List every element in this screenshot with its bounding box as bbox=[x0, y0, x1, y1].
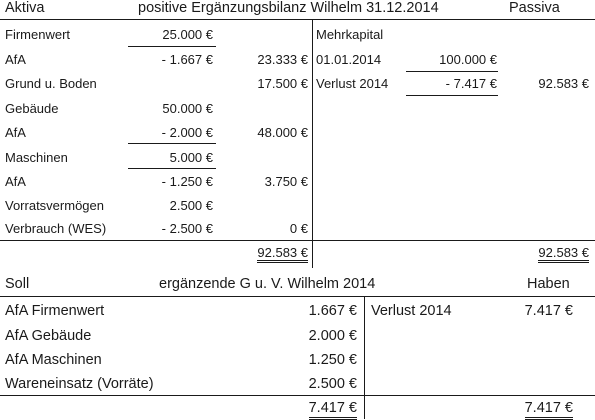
guv-haben-label: Verlust 2014 bbox=[371, 303, 452, 319]
bilanz-total-passiva: 92.583 € bbox=[538, 246, 589, 263]
aktiva-subtotal: 0 € bbox=[289, 221, 308, 236]
passiva-row-amount: 100.000 € bbox=[439, 52, 497, 67]
bilanz-header-aktiva: Aktiva bbox=[5, 0, 45, 16]
guv-soll-amount: 1.250 € bbox=[308, 352, 357, 368]
guv-title: ergänzende G u. V. Wilhelm 2014 bbox=[159, 276, 376, 292]
aktiva-label: Verbrauch (WES) bbox=[5, 221, 107, 236]
bilanz-sum-rule bbox=[0, 240, 595, 241]
aktiva-underline bbox=[128, 143, 216, 144]
passiva-underline bbox=[406, 71, 498, 72]
aktiva-amount: - 2.500 € bbox=[161, 221, 213, 236]
aktiva-underline bbox=[128, 168, 216, 169]
aktiva-label: AfA bbox=[5, 52, 26, 67]
aktiva-subtotal: 17.500 € bbox=[257, 76, 308, 91]
passiva-row-total: 92.583 € bbox=[538, 76, 589, 91]
aktiva-amount: 5.000 € bbox=[169, 150, 213, 165]
passiva-row-label: 01.01.2014 bbox=[316, 52, 382, 67]
aktiva-label: AfA bbox=[5, 174, 26, 189]
aktiva-amount: - 1.250 € bbox=[161, 174, 213, 189]
bilanz-title: positive Ergänzungsbilanz Wilhelm 31.12.2014 bbox=[138, 0, 439, 16]
guv-center-rule bbox=[364, 296, 365, 419]
aktiva-amount: - 1.667 € bbox=[161, 52, 213, 67]
guv-soll-label: AfA Gebäude bbox=[5, 328, 92, 344]
aktiva-underline bbox=[128, 46, 216, 47]
guv-soll-label: AfA Firmenwert bbox=[5, 303, 105, 319]
bilanz-header-rule bbox=[0, 19, 595, 20]
aktiva-label: Vorratsvermögen bbox=[5, 198, 104, 213]
aktiva-label: Firmenwert bbox=[5, 27, 71, 42]
bilanz-center-rule bbox=[312, 19, 313, 268]
aktiva-label: Gebäude bbox=[5, 101, 59, 116]
aktiva-amount: 50.000 € bbox=[162, 101, 213, 116]
aktiva-label: Maschinen bbox=[5, 150, 68, 165]
aktiva-subtotal: 48.000 € bbox=[257, 125, 308, 140]
passiva-row-amount: - 7.417 € bbox=[445, 76, 497, 91]
guv-sum-rule bbox=[0, 395, 595, 396]
guv-header-soll: Soll bbox=[5, 276, 30, 292]
aktiva-amount: 2.500 € bbox=[169, 198, 213, 213]
guv-soll-amount: 2.500 € bbox=[308, 376, 357, 392]
aktiva-amount: 25.000 € bbox=[162, 27, 213, 42]
guv-header-haben: Haben bbox=[527, 276, 570, 292]
aktiva-subtotal: 23.333 € bbox=[257, 52, 308, 67]
aktiva-label: AfA bbox=[5, 125, 26, 140]
guv-haben-amount: 7.417 € bbox=[524, 303, 573, 319]
guv-soll-label: Wareneinsatz (Vorräte) bbox=[5, 376, 154, 392]
bilanz-total-aktiva: 92.583 € bbox=[257, 246, 308, 263]
guv-total-soll: 7.417 € bbox=[309, 401, 357, 420]
aktiva-subtotal: 3.750 € bbox=[264, 174, 308, 189]
guv-header-rule bbox=[0, 296, 595, 297]
guv-soll-amount: 2.000 € bbox=[308, 328, 357, 344]
aktiva-amount: - 2.000 € bbox=[161, 125, 213, 140]
bilanz-header-passiva: Passiva bbox=[509, 0, 560, 16]
guv-soll-amount: 1.667 € bbox=[308, 303, 357, 319]
passiva-row-label: Verlust 2014 bbox=[316, 76, 389, 91]
passiva-underline bbox=[406, 95, 498, 96]
guv-total-haben: 7.417 € bbox=[525, 401, 573, 420]
guv-soll-label: AfA Maschinen bbox=[5, 352, 102, 368]
aktiva-label: Grund u. Boden bbox=[5, 76, 97, 91]
passiva-label: Mehrkapital bbox=[316, 27, 384, 42]
